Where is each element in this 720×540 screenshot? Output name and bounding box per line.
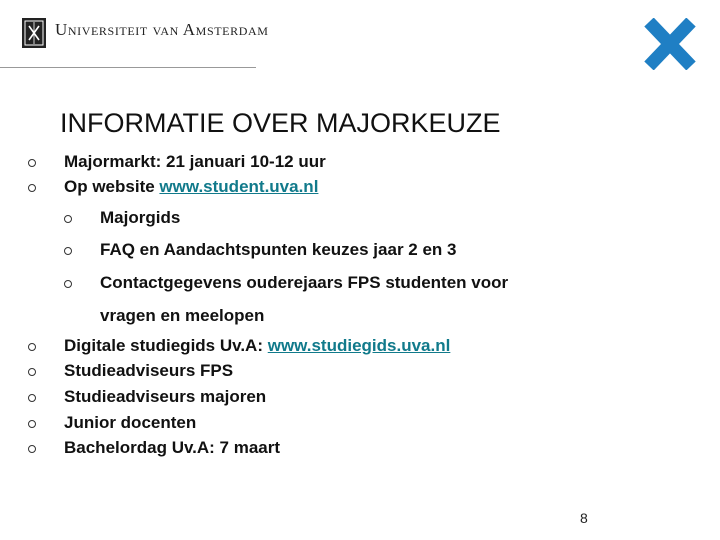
- list-item: [64, 387, 266, 407]
- list-item: [100, 273, 508, 293]
- bullet-icon: [28, 420, 36, 428]
- studiegids-website-link[interactable]: www.studiegids.uva.nl: [267, 336, 451, 355]
- list-item: [64, 438, 280, 458]
- list-item-text: Studieadviseurs FPS: [64, 361, 234, 380]
- list-item-text: Majorgids: [100, 208, 181, 227]
- student-website-link[interactable]: www.student.uva.nl: [159, 177, 319, 196]
- list-item-text: FAQ en Aandachtspunten keuzes jaar 2 en 3: [100, 240, 457, 259]
- list-item: [64, 336, 450, 356]
- bullet-icon: [28, 368, 36, 376]
- bullet-icon: [64, 280, 72, 288]
- list-item-text: vragen en meelopen: [100, 306, 265, 325]
- list-item-text: Contactgegevens ouderejaars FPS studenten voor: [100, 273, 509, 292]
- list-item: [64, 413, 196, 433]
- bullet-icon: [64, 215, 72, 223]
- bullet-icon: [28, 184, 36, 192]
- list-item-text: Junior docenten: [64, 413, 197, 432]
- bullet-icon: [28, 159, 36, 167]
- list-item: [100, 208, 180, 228]
- bullet-icon: [28, 445, 36, 453]
- university-name: Universiteit van Amsterdam: [55, 20, 269, 39]
- list-item: [64, 361, 233, 381]
- list-item: [100, 240, 456, 260]
- bullet-icon: [64, 247, 72, 255]
- list-item-text: Bachelordag Uv.A: 7 maart: [64, 438, 281, 457]
- list-item: [64, 177, 318, 197]
- page-number: 8: [580, 510, 588, 526]
- bullet-icon: [28, 394, 36, 402]
- list-item-continuation: [100, 306, 264, 326]
- list-item-text: Majormarkt: 21 januari 10-12 uur: [64, 152, 326, 171]
- list-item-text: Digitale studiegids Uv.A:: [64, 336, 268, 355]
- list-item-text: Studieadviseurs majoren: [64, 387, 267, 406]
- list-item-text: Op website: [64, 177, 160, 196]
- bullet-icon: [28, 343, 36, 351]
- list-item: [64, 152, 326, 172]
- slide-title: INFORMATIE OVER MAJORKEUZE: [60, 108, 501, 138]
